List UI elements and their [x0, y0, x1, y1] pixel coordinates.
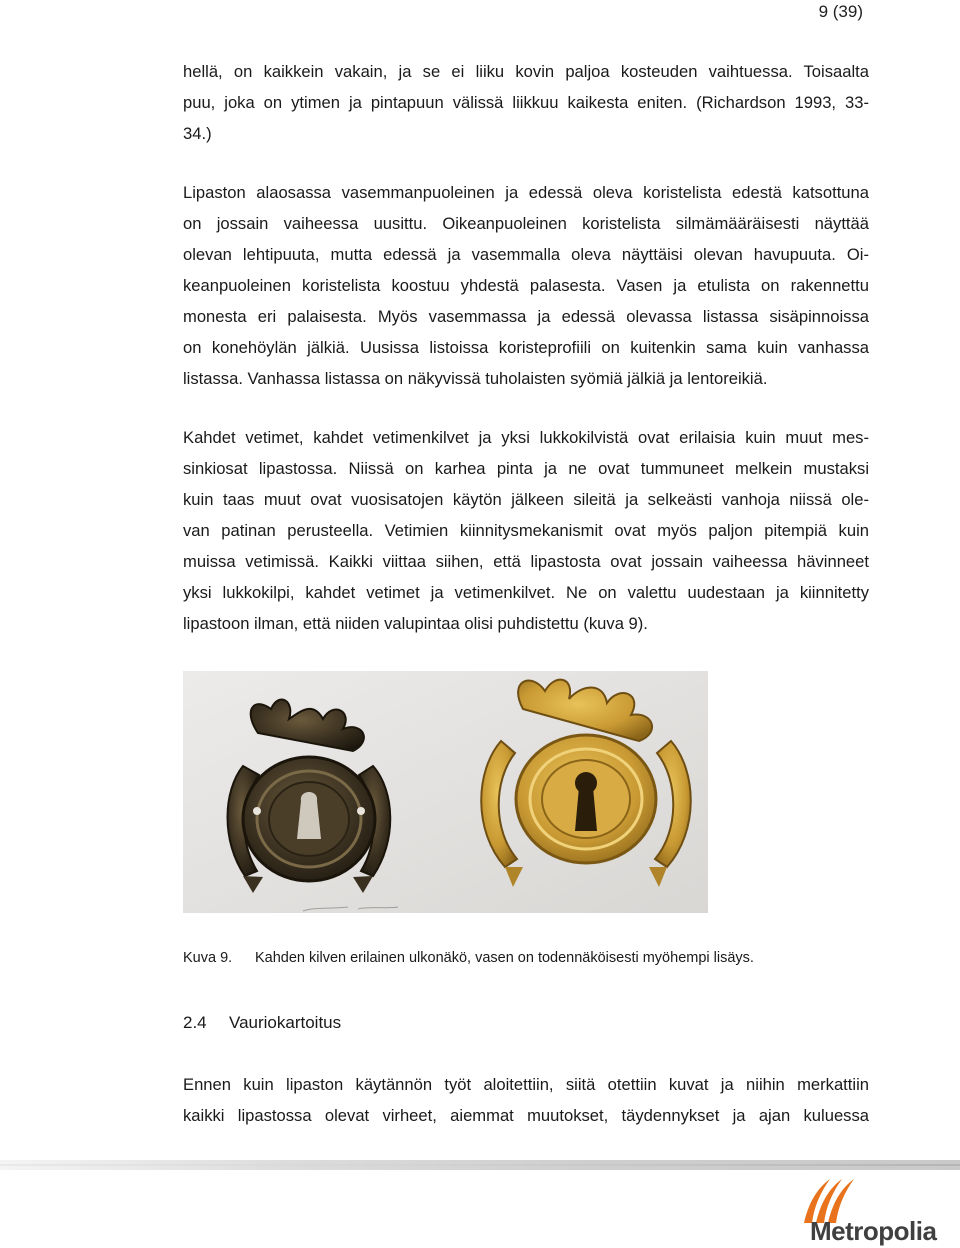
text-line: lipastoon ilman, että niiden valupintaa olisi puhdistettu (kuva 9).	[183, 614, 648, 633]
text-line: olevan lehtipuuta, mutta edessä ja vasemmalla oleva näyttäisi olevan havupuuta. Oi-	[183, 245, 869, 264]
text-line: keanpuoleinen koristelista koostuu yhdestä palasesta. Vasen ja etulista on rakennettu	[183, 276, 869, 295]
text-line: listassa. Vanhassa listassa on näkyvissä tuholaisten syömiä jälkiä ja lentoreikiä.	[183, 369, 768, 388]
text-line: hellä, on kaikkein vakain, ja se ei liiku kovin paljoa kosteuden vaihtuessa. Toisaalta	[183, 62, 869, 81]
text-line: kaikki lipastossa olevat virheet, aiemmat muutokset, täydennykset ja ajan kuluessa	[183, 1106, 869, 1125]
section-heading	[183, 1013, 341, 1033]
text-line: on jossain vaiheessa uusittu. Oikeanpuoleinen koristelista silmämääräisesti näyttää	[183, 214, 869, 233]
text-line: 34.)	[183, 124, 212, 143]
text-line: Lipaston alaosassa vasemmanpuoleinen ja edessä oleva koristelista edestä katsottuna	[183, 183, 869, 202]
metropolia-logo-text: Metropolia	[810, 1216, 937, 1246]
figure-photo	[183, 671, 708, 913]
text-line: muissa vetimissä. Kaikki viittaa siihen, että lipastosta ovat jossain vaiheessa hävinneet	[183, 552, 869, 571]
figure-label: Kuva 9.	[183, 950, 233, 966]
paragraph-1	[183, 56, 869, 149]
text-line: yksi lukkokilpi, kahdet vetimet ja vetimenkilvet. Ne on valettu uudestaan ja kiinnitetty	[183, 583, 869, 602]
text-line: Ennen kuin lipaston käytännön työt aloitettiin, siitä otettiin kuvat ja niihin merkattiin	[183, 1075, 869, 1094]
paragraph-2	[183, 177, 869, 394]
text-line: sinkiosat lipastossa. Niissä on karhea pinta ja ne ovat tummuneet melkein mustaksi	[183, 459, 869, 478]
text-line: puu, joka on ytimen ja pintapuun välissä liikkuu kaikesta eniten. (Richardson 1993, 33-	[183, 93, 869, 112]
footer-bar	[0, 1160, 960, 1170]
text-line: kuin taas muut ovat vuosisatojen käytön jälkeen sileitä ja selkeästi vanhoja niissä ole-	[183, 490, 869, 509]
paragraph-3	[183, 422, 869, 639]
text-line: on konehöylän jälkiä. Uusissa listoissa koristeprofiili on kuitenkin sama kuin vanhassa	[183, 338, 869, 357]
figure-caption-text: Kahden kilven erilainen ulkonäkö, vasen on todennäköisesti myöhempi lisäys.	[255, 950, 754, 966]
section-number: 2.4	[183, 1013, 207, 1032]
figure-caption	[183, 950, 754, 966]
page-number: 9 (39)	[818, 2, 863, 21]
text-line: van patinan perusteella. Vetimien kiinnitysmekanismit ovat myös paljon pitempiä kuin	[183, 521, 869, 540]
section-title: Vauriokartoitus	[229, 1013, 342, 1032]
text-line: monesta eri palaisesta. Myös vasemmassa ja edessä olevassa listassa sisäpinnoissa	[183, 307, 869, 326]
paragraph-4	[183, 1069, 869, 1131]
text-line: Kahdet vetimet, kahdet vetimenkilvet ja yksi lukkokilvistä ovat erilaisia kuin muut mes-	[183, 428, 869, 447]
